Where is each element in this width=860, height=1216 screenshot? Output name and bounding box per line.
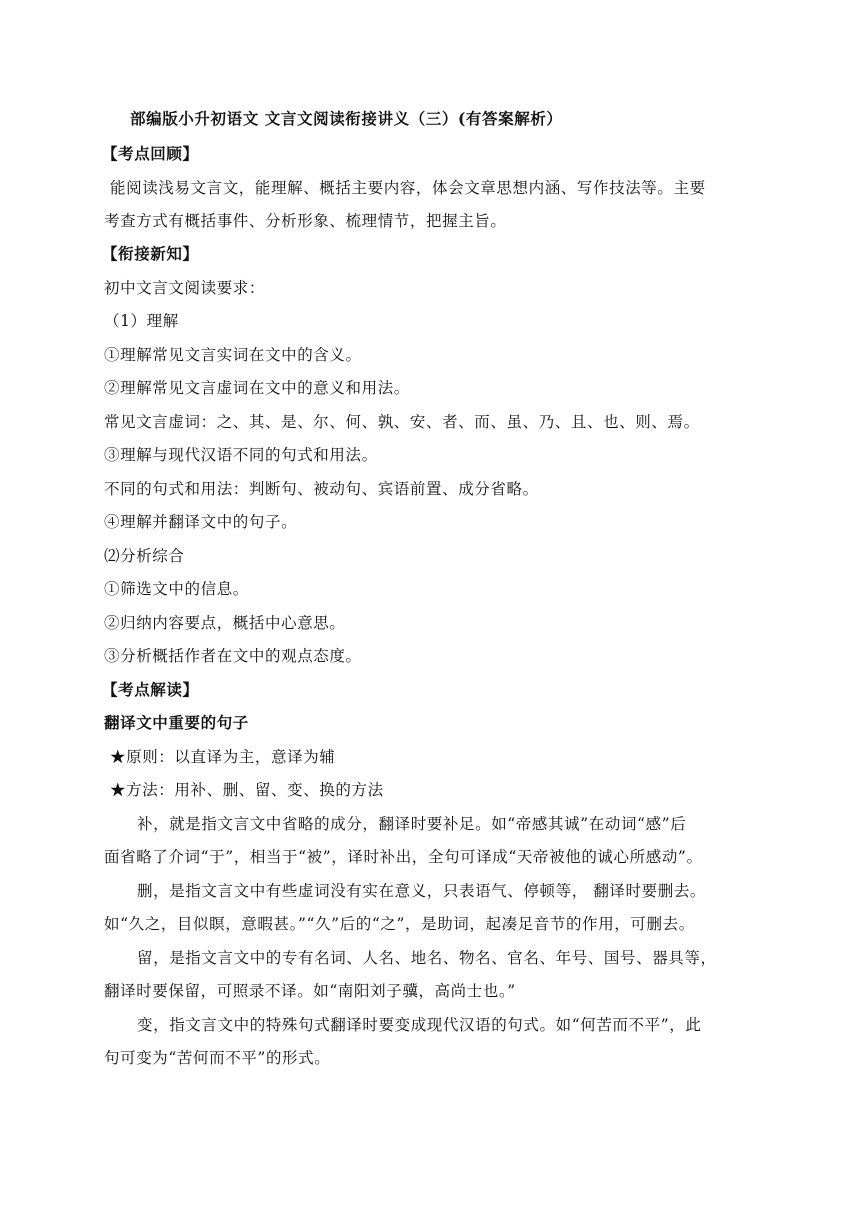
paragraph-line: 如“久之，目似瞑，意暇甚。”“久”后的“之”，是助词，起凑足音节的作用，可删去。 [104, 915, 695, 933]
principle-line: ★原则：以直译为主，意译为辅 [110, 748, 336, 766]
list-item: ③分析概括作者在文中的观点态度。 [104, 647, 362, 665]
section-heading-new-knowledge: 【衔接新知】 [102, 244, 199, 263]
paragraph-line: 翻译时要保留，可照录不译。如“南阳刘子骥，高尚士也。” [104, 982, 516, 1000]
paragraph-line: 不同的句式和用法：判断句、被动句、宾语前置、成分省略。 [104, 480, 539, 498]
section-heading-review: 【考点回顾】 [102, 144, 199, 163]
list-item: ①筛选文中的信息。 [104, 580, 249, 598]
list-item: ④理解并翻译文中的句子。 [104, 513, 298, 531]
paragraph-line: 考查方式有概括事件、分析形象、梳理情节，把握主旨。 [104, 212, 507, 230]
paragraph-line: 变，指文言文中的特殊句式翻译时要变成现代汉语的句式。如“何苦而不平”，此 [137, 1016, 702, 1034]
list-item: ①理解常见文言实词在文中的含义。 [104, 346, 362, 364]
paragraph-line: 留，是指文言文中的专有名词、人名、地名、物名、官名、年号、国号、器具等， [137, 949, 717, 967]
subsection-heading: 翻译文中重要的句子 [104, 713, 249, 732]
list-item: ③理解与现代汉语不同的句式和用法。 [104, 446, 378, 464]
paragraph-line: 句可变为“苦何而不平”的形式。 [104, 1049, 331, 1067]
paragraph-line: 能阅读浅易文言文，能理解、概括主要内容，体会文章思想内涵、写作技法等。主要 [110, 179, 706, 197]
list-item: ②归纳内容要点，概括中心意思。 [104, 614, 346, 632]
paragraph-line: 面省略了介词“于”，相当于“被”，译时补出，全句可译成“天帝被他的诚心所感动”。 [104, 848, 703, 866]
subsection-heading: ⑵分析综合 [104, 547, 185, 565]
subsection-heading: （1）理解 [104, 312, 179, 330]
paragraph-line: 删，是指文言文中有些虚词没有实在意义，只表语气、停顿等， 翻译时要删去。 [137, 882, 707, 900]
section-heading-interpretation: 【考点解读】 [102, 680, 199, 699]
document-title: 部编版小升初语文 文言文阅读衔接讲义（三）(有答案解析） [130, 109, 563, 128]
paragraph-line: 初中文言文阅读要求： [104, 279, 266, 297]
paragraph-line: 常见文言虚词：之、其、是、尔、何、孰、安、者、而、虽、乃、且、也、则、焉。 [104, 413, 700, 431]
list-item: ②理解常见文言虚词在文中的意义和用法。 [104, 379, 410, 397]
paragraph-line: 补，就是指文言文中省略的成分，翻译时要补足。如“帝感其诚”在动词“感”后 [137, 815, 687, 833]
method-line: ★方法：用补、删、留、变、换的方法 [110, 781, 384, 799]
